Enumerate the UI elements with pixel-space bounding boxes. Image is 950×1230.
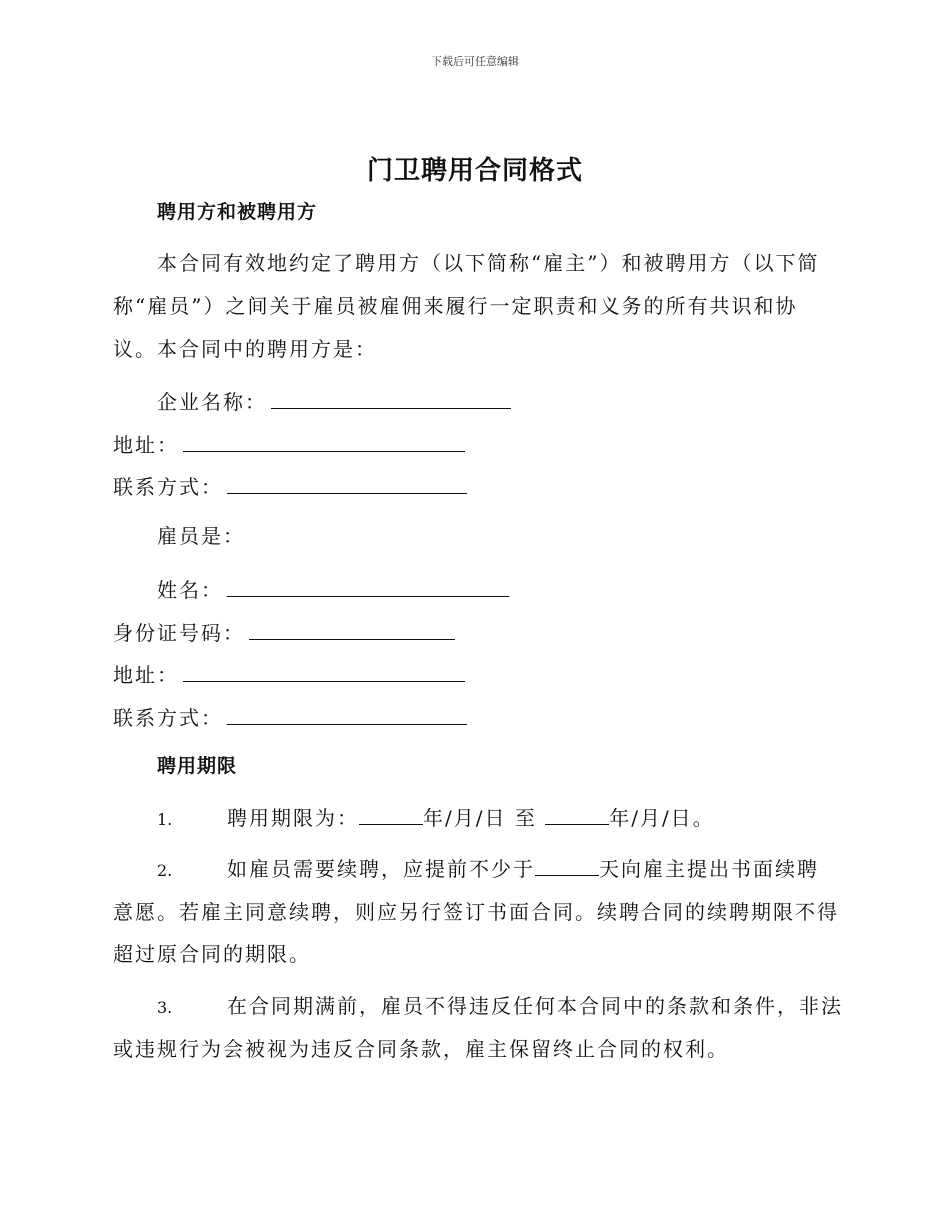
- id-number-field: [113, 621, 455, 643]
- employee-address-label: 地址：: [113, 663, 179, 687]
- company-name-blank[interactable]: [271, 390, 511, 409]
- paragraph-line: 意愿。若雇主同意续聘，则应另行签订书面合同。续聘合同的续聘期限不得: [113, 900, 839, 924]
- employer-address-field: [113, 433, 465, 455]
- employee-intro: 雇员是：: [157, 524, 245, 548]
- notice-days-blank[interactable]: [535, 859, 599, 876]
- employee-contact-blank[interactable]: [227, 706, 467, 725]
- employee-contact-label: 联系方式：: [113, 706, 223, 730]
- item1-mid: 年/月/日 至: [423, 806, 546, 830]
- item-number: 3.: [157, 998, 173, 1017]
- employee-contact-field: [113, 706, 467, 728]
- employee-address-field: [113, 663, 465, 685]
- employee-name-field: [157, 578, 509, 600]
- paragraph-line: 称“雇员”）之间关于雇员被雇佣来履行一定职责和义务的所有共识和协: [113, 294, 798, 318]
- end-year-blank[interactable]: [545, 808, 609, 825]
- employee-name-label: 姓名：: [157, 578, 223, 602]
- id-number-label: 身份证号码：: [113, 621, 245, 645]
- term-item-2: [157, 859, 819, 879]
- item3-line1: 在合同期满前，雇员不得违反任何本合同中的条款和条件，非法: [227, 994, 843, 1018]
- employer-contact-blank[interactable]: [227, 475, 467, 494]
- item-number: 2.: [157, 861, 173, 880]
- section-heading-parties: 聘用方和被聘用方: [157, 201, 318, 223]
- item2-line1-prefix: 如雇员需要续聘，应提前不少于: [227, 857, 535, 881]
- item-number: 1.: [157, 810, 173, 829]
- employer-contact-field: [113, 475, 467, 497]
- employer-contact-label: 联系方式：: [113, 475, 223, 499]
- paragraph-line: 或违规行为会被视为违反合同条款，雇主保留终止合同的权利。: [113, 1037, 729, 1061]
- employer-address-blank[interactable]: [183, 433, 465, 452]
- document-title: 门卫聘用合同格式: [366, 156, 583, 186]
- item1-prefix: 聘用期限为：: [227, 806, 359, 830]
- item1-suffix: 年/月/日。: [609, 806, 715, 830]
- company-name-label: 企业名称：: [157, 390, 267, 414]
- employer-address-label: 地址：: [113, 433, 179, 457]
- company-name-field: [157, 390, 511, 412]
- id-number-blank[interactable]: [249, 621, 455, 640]
- paragraph-line: 本合同有效地约定了聘用方（以下简称“雇主”）和被聘用方（以下简: [157, 251, 820, 275]
- start-year-blank[interactable]: [359, 808, 423, 825]
- term-item-1: [157, 808, 715, 828]
- item2-line1-suffix: 天向雇主提出书面续聘: [599, 857, 819, 881]
- header-note: 下载后可任意编辑: [431, 55, 519, 68]
- employee-address-blank[interactable]: [183, 663, 465, 682]
- paragraph-line: 超过原合同的期限。: [113, 942, 311, 966]
- employee-name-blank[interactable]: [227, 578, 509, 597]
- section-heading-term: 聘用期限: [157, 755, 238, 777]
- term-item-3: [157, 996, 843, 1016]
- paragraph-line: 议。本合同中的聘用方是：: [113, 337, 377, 361]
